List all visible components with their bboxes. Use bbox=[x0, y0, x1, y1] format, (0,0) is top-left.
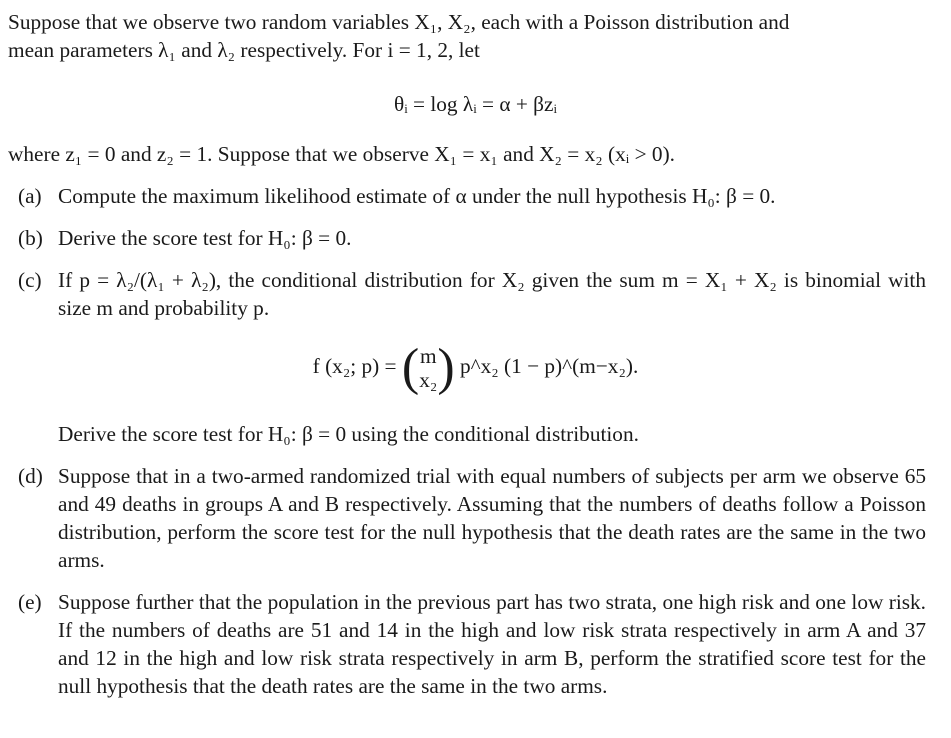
part-c-followup bbox=[18, 420, 926, 448]
part-e bbox=[18, 588, 926, 700]
part-b-text: Derive the score test for H₀: β = 0. bbox=[58, 226, 352, 250]
binomial-bottom: x₂ bbox=[419, 368, 438, 392]
part-b bbox=[18, 224, 926, 252]
part-a-text: Compute the maximum likelihood estimate of α under the null hypothesis H₀: β = 0. bbox=[58, 184, 776, 208]
part-c-text: If p = λ₂/(λ₁ + λ₂), the conditional distribution for X₂ given the sum m = X₁ + X₂ is binomial with size m and probability p. bbox=[58, 268, 926, 320]
binomial-rhs: p^x₂ (1 − p)^(m−x₂). bbox=[459, 353, 639, 378]
part-e-label: (e) bbox=[18, 590, 42, 614]
binomial-equation bbox=[0, 339, 951, 396]
theta-equation: θᵢ = log λᵢ = α + βzᵢ bbox=[394, 92, 557, 116]
part-d-text: Suppose that in a two-armed randomized trial with equal numbers of subjects per arm we observe 65 and 49 deaths in groups A and B respectively. Assuming that the numbers of deaths follow a Poisson distribution, perform the score test for the null hypothesis that the death rates are the same in the two arms. bbox=[58, 464, 926, 572]
intro-line-1: Suppose that we observe two random variables X₁, X₂, each with a Poisson distribution and bbox=[8, 10, 790, 34]
part-c-followup-text: Derive the score test for H₀: β = 0 using the conditional distribution. bbox=[58, 422, 639, 446]
part-c-label: (c) bbox=[18, 268, 42, 292]
part-a-label: (a) bbox=[18, 184, 42, 208]
part-e-text: Suppose further that the population in the previous part has two strata, one high risk and one low risk. If the numbers of deaths are 51 and 14 in the high and low risk strata respectively in arm A and 37 and 12 in the high and low risk strata respectively in arm B, perform the stratified score test for the null hypothesis that the death rates are the same in the two arms. bbox=[58, 590, 926, 698]
part-c bbox=[18, 266, 926, 322]
part-a bbox=[18, 182, 926, 210]
binomial-coefficient: (m x₂) bbox=[401, 339, 455, 396]
where-line: where z₁ = 0 and z₂ = 1. Suppose that we observe X₁ = x₁ and X₂ = x₂ (xᵢ > 0). bbox=[8, 142, 675, 166]
binomial-lhs: f (x₂; p) = bbox=[312, 353, 397, 378]
binomial-top: m bbox=[419, 344, 437, 368]
intro-line-2: mean parameters λ₁ and λ₂ respectively. For i = 1, 2, let bbox=[8, 38, 480, 62]
part-d bbox=[18, 462, 926, 574]
part-d-label: (d) bbox=[18, 464, 43, 488]
part-b-label: (b) bbox=[18, 226, 43, 250]
